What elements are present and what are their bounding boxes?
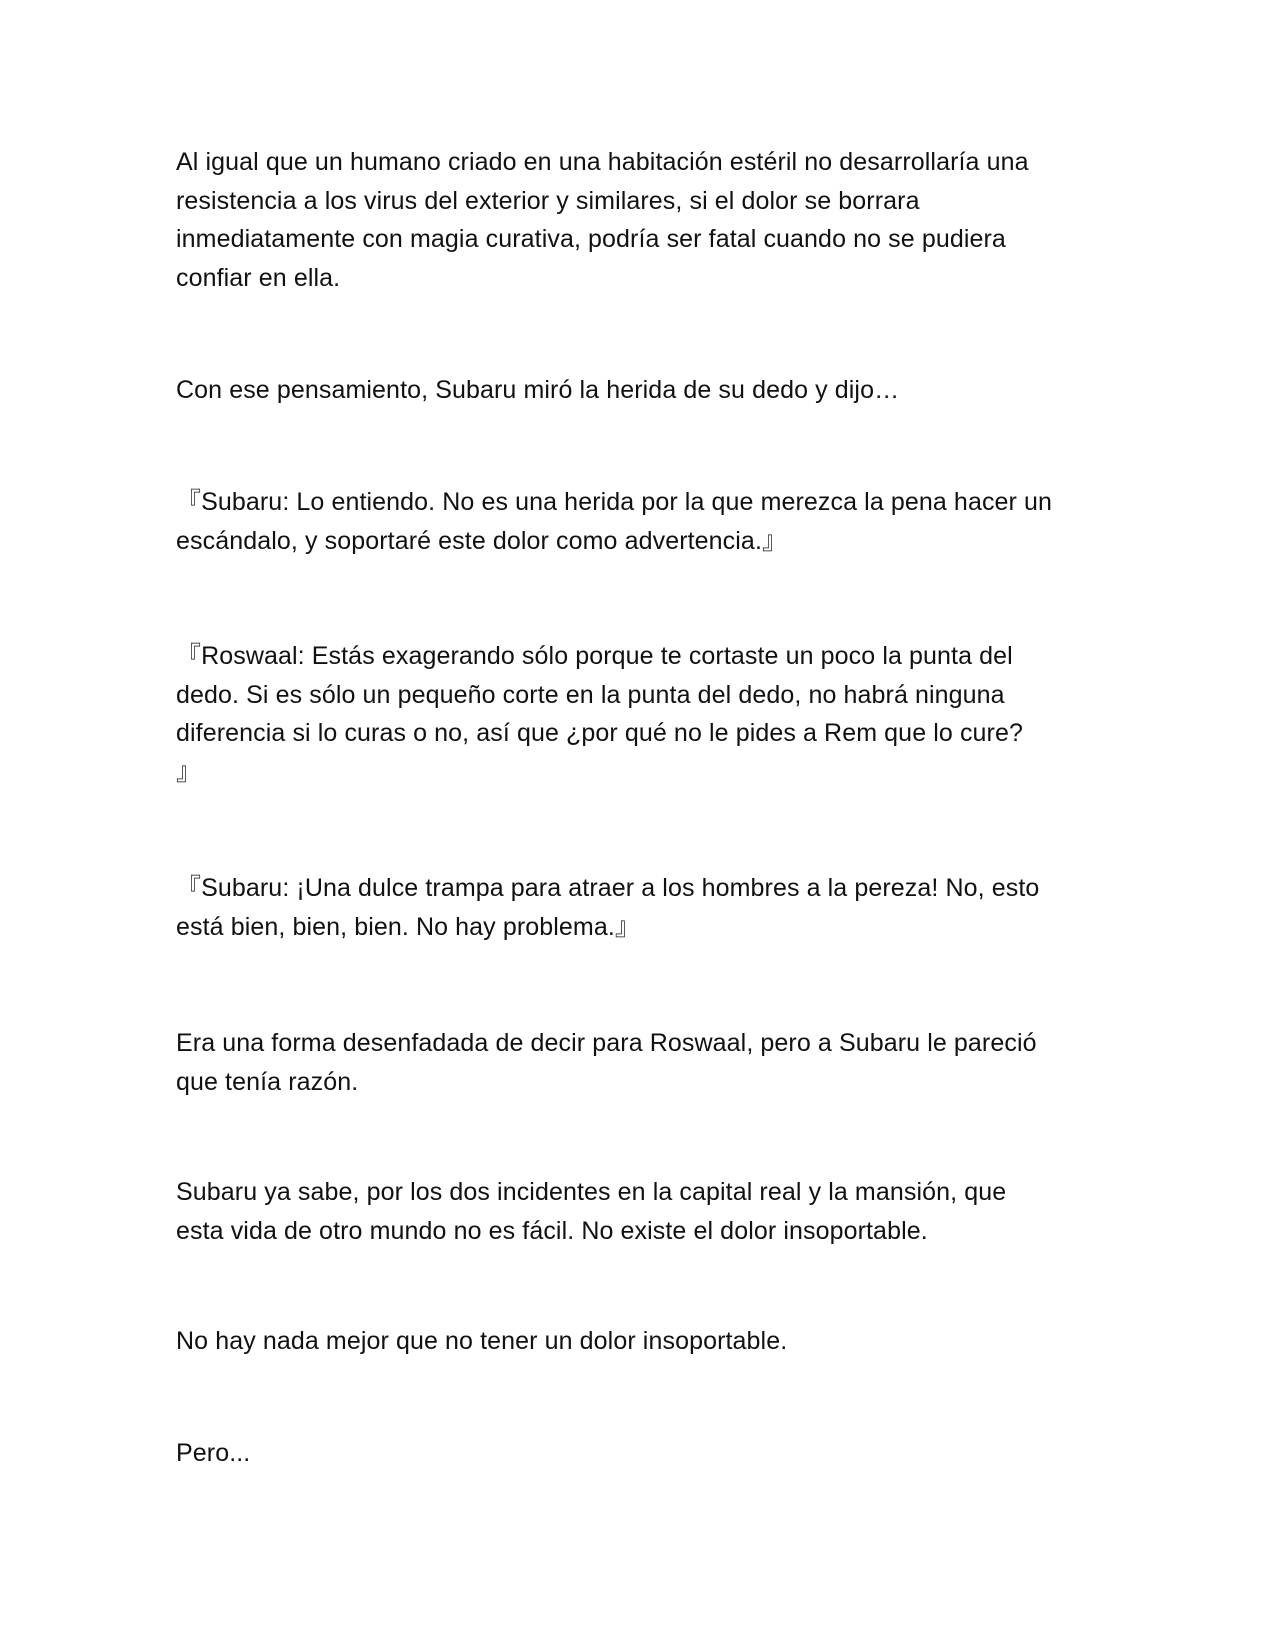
paragraph-line: esta vida de otro mundo no es fácil. No existe el dolor insoportable. [176,1216,928,1245]
paragraph-1 [176,143,1106,297]
dialogue-roswaal [176,637,1106,791]
paragraph-2 [176,371,1106,410]
paragraph-line: que tenía razón. [176,1067,359,1096]
paragraph-5 [176,1322,1106,1361]
paragraph-line: No hay nada mejor que no tener un dolor insoportable. [176,1327,788,1355]
paragraph-6 [176,1434,1106,1473]
paragraph-line: 』 [176,757,202,786]
paragraph-line: 『Roswaal: Estás exagerando sólo porque te cortaste un poco la punta del [176,642,1013,670]
paragraph-4 [176,1173,1106,1250]
paragraph-line: Al igual que un humano criado en una habitación estéril no desarrollaría una [176,148,1029,176]
paragraph-line: diferencia si lo curas o no, así que ¿por qué no le pides a Rem que lo cure? [176,719,1023,747]
paragraph-line: confiar en ella. [176,263,341,292]
paragraph-line: Con ese pensamiento, Subaru miró la herida de su dedo y dijo… [176,376,900,404]
paragraph-line: escándalo, y soportaré este dolor como advertencia.』 [176,526,788,555]
paragraph-line: está bien, bien, bien. No hay problema.』 [176,912,640,941]
paragraph-line: dedo. Si es sólo un pequeño corte en la punta del dedo, no habrá ninguna [176,680,1005,709]
paragraph-line: 『Subaru: Lo entiendo. No es una herida por la que merezca la pena hacer un [176,488,1053,516]
dialogue-subaru-1 [176,483,1106,560]
paragraph-line: Pero... [176,1439,251,1467]
paragraph-line: resistencia a los virus del exterior y similares, si el dolor se borrara [176,186,920,215]
dialogue-subaru-2 [176,869,1106,946]
paragraph-line: 『Subaru: ¡Una dulce trampa para atraer a los hombres a la pereza! No, esto [176,874,1040,902]
paragraph-3 [176,1024,1106,1101]
paragraph-line: inmediatamente con magia curativa, podría ser fatal cuando no se pudiera [176,225,1006,253]
paragraph-line: Era una forma desenfadada de decir para Roswaal, pero a Subaru le pareció [176,1029,1037,1057]
paragraph-line: Subaru ya sabe, por los dos incidentes en la capital real y la mansión, que [176,1178,1007,1206]
